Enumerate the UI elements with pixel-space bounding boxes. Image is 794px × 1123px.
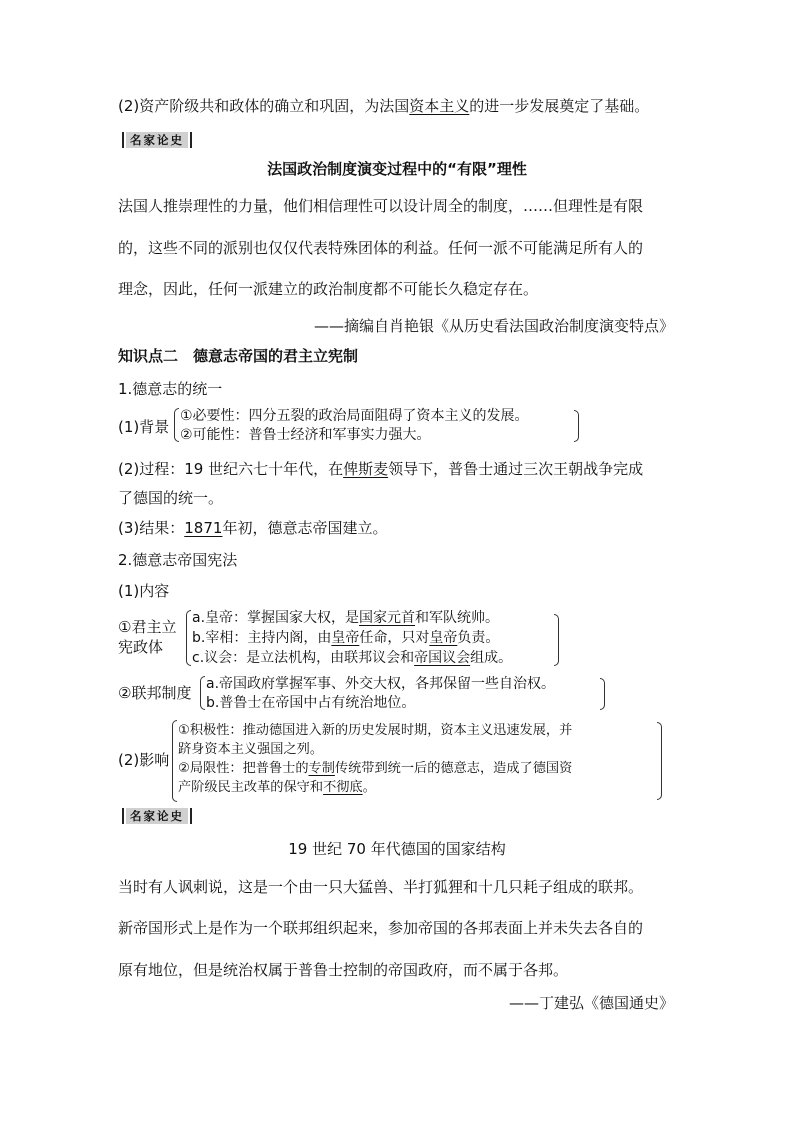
essay1-title: 法国政治制度演变过程中的“有限”理性 xyxy=(267,160,527,178)
left-brace xyxy=(200,676,205,710)
essay1-line-1: 法国人推崇理性的力量，他们相信理性可以设计周全的制度，……但理性是有限 xyxy=(118,197,644,215)
process-text-end: 领导下，普鲁士通过三次王朝战争完成 xyxy=(388,460,644,478)
essay2-line-2: 新帝国形式上是作为一个联邦组织起来，参加帝国的各邦表面上并未失去各自的 xyxy=(118,919,644,937)
monarchy-item-c xyxy=(192,647,512,667)
right-brace xyxy=(600,678,605,710)
impact-text: 产阶级民主改革的保守和 xyxy=(178,780,324,795)
impact-text: 。 xyxy=(362,780,376,795)
section1-heading: 1.德意志的统一 xyxy=(118,380,223,398)
process-line-2: 了德国的统一。 xyxy=(118,489,224,507)
left-brace xyxy=(186,610,191,666)
process-line-1 xyxy=(118,458,643,479)
federal-item-a: a.帝国政府掌握军事、外交大权，各邦保留一些自治权。 xyxy=(206,676,556,692)
essay1-line-3: 理念，因此，任何一派建立的政治制度都不可能长久稳定存在。 xyxy=(118,280,539,298)
intro-line xyxy=(118,95,649,116)
left-brace xyxy=(172,720,177,802)
item-term: 皇帝 xyxy=(331,630,360,646)
item-text: c.议会：是立法机构，由联邦议会和 xyxy=(192,650,415,666)
item-text: a.皇帝：掌握国家大权，是 xyxy=(192,610,360,626)
impact-line-4 xyxy=(178,776,376,795)
essay2-line-3: 原有地位，但是统治权属于普鲁士控制的帝国政府，而不属于各邦。 xyxy=(118,961,569,979)
item-text: b.宰相：主持内阁，由 xyxy=(192,630,332,646)
item-term: 帝国议会 xyxy=(414,650,471,666)
item-text: 和军队统帅。 xyxy=(415,610,500,626)
intro-text-end: 的进一步发展奠定了基础。 xyxy=(469,97,650,115)
federal-label: ②联邦制度 xyxy=(118,684,192,702)
monarchy-item-b xyxy=(192,627,499,647)
essay2-source: ——丁建弘《德国通史》 xyxy=(508,994,674,1012)
item-term: 皇帝 xyxy=(429,630,458,646)
process-term: 俾斯麦 xyxy=(343,460,389,478)
impact-term: 专制 xyxy=(308,761,335,776)
monarchy-label-2: 宪政体 xyxy=(118,638,164,656)
result-term: 1871 xyxy=(184,519,223,537)
item-text: 负责。 xyxy=(457,630,500,646)
expert-commentary-tag: 名家论史 xyxy=(126,808,188,824)
federal-item-b: b.普鲁士在帝国中占有统治地位。 xyxy=(206,695,416,711)
essay1-source: ——摘编自肖艳银《从历史看法国政治制度演变特点》 xyxy=(313,317,674,335)
background-label: (1)背景 xyxy=(118,418,170,436)
item-text: 任命，只对 xyxy=(359,630,430,646)
right-brace xyxy=(574,410,579,442)
background-item-2: ②可能性：普鲁士经济和军事实力强大。 xyxy=(180,427,431,443)
process-text: 19 世纪六七十年代，在 xyxy=(184,460,344,478)
impact-line-2: 跻身资本主义强国之列。 xyxy=(178,742,324,757)
intro-text: (2)资产阶级共和政体的确立和巩固，为法国 xyxy=(118,97,410,115)
monarchy-item-a xyxy=(192,607,499,627)
left-brace xyxy=(174,408,179,442)
impact-line-1: ①积极性：推动德国进入新的历史发展时期，资本主义迅速发展，并 xyxy=(178,723,573,738)
background-item-1: ①必要性：四分五裂的政治局面阻碍了资本主义的发展。 xyxy=(180,408,529,424)
section2-heading: 2.德意志帝国宪法 xyxy=(118,551,238,569)
impact-label: (2)影响 xyxy=(118,751,170,769)
item-text: 组成。 xyxy=(470,650,513,666)
impact-line-3 xyxy=(178,757,572,776)
monarchy-label-1: ①君主立 xyxy=(118,618,177,636)
essay1-line-2: 的，这些不同的派别也仅仅代表特殊团体的利益。任何一派不可能满足所有人的 xyxy=(118,239,644,257)
result-text: 年初，德意志帝国建立。 xyxy=(222,519,388,537)
item-term: 国家元首 xyxy=(359,610,416,626)
right-brace xyxy=(657,722,662,800)
expert-commentary-tag: 名家论史 xyxy=(126,132,188,148)
impact-text: 传统带到统一后的德意志，造成了德国资 xyxy=(334,761,573,776)
result-line xyxy=(118,517,387,538)
impact-term: 不彻底 xyxy=(323,780,363,795)
essay2-title: 19 世纪 70 年代德国的国家结构 xyxy=(288,840,506,858)
impact-text: ②局限性：把普鲁士的 xyxy=(178,761,309,776)
result-label: (3)结果： xyxy=(118,519,185,537)
content-label: (1)内容 xyxy=(118,582,170,600)
essay2-line-1: 当时有人讽刺说，这是一个由一只大猛兽、半打狐狸和十几只耗子组成的联邦。 xyxy=(118,878,644,896)
knowledge-point-heading: 知识点二 德意志帝国的君主立宪制 xyxy=(118,347,359,365)
right-brace xyxy=(554,614,559,666)
process-label: (2)过程： xyxy=(118,460,185,478)
intro-term: 资本主义 xyxy=(409,97,470,115)
